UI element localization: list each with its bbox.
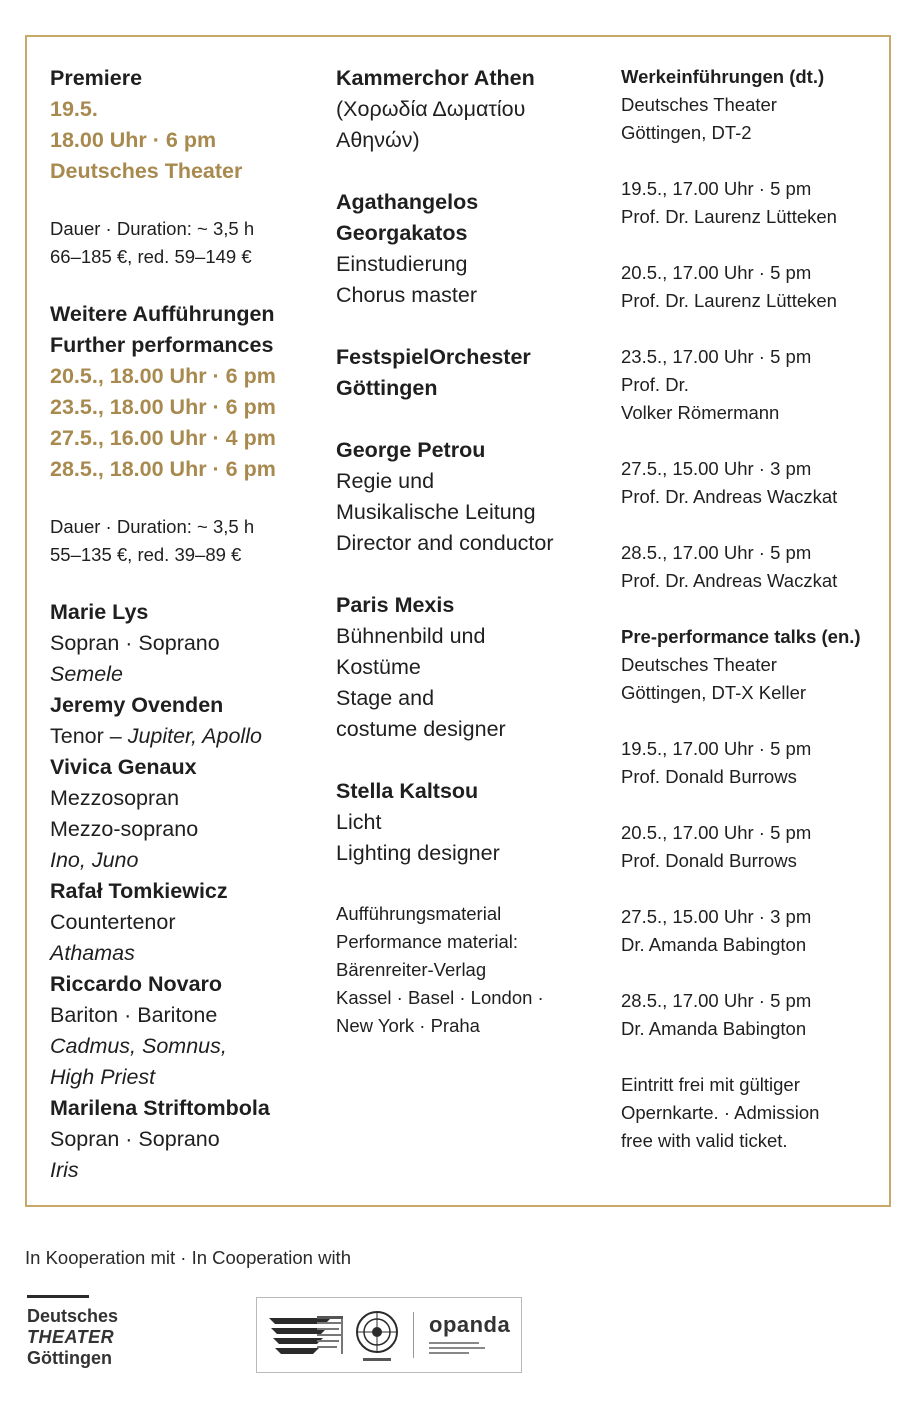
column-performances: [50, 63, 328, 1186]
intro-speaker: Prof. Dr. Andreas Waczkat: [621, 486, 838, 507]
chorus-master-role: Chorus master: [336, 283, 477, 307]
designer-role: Stage and: [336, 686, 435, 710]
logo-text: Deutsches: [27, 1306, 119, 1326]
cast-name: Riccardo Novaro: [50, 972, 223, 996]
cast-voice: Countertenor: [50, 910, 176, 934]
cast-name: Vivica Genaux: [50, 755, 197, 779]
orchestra-name: Göttingen: [336, 376, 438, 400]
lighting-role: Licht: [336, 810, 382, 834]
intro-speaker: Prof. Dr.: [621, 374, 689, 395]
admission-note: Opernkarte. · Admission: [621, 1102, 820, 1123]
chorus-master-role: Einstudierung: [336, 252, 468, 276]
cast-role: Iris: [50, 1158, 79, 1182]
cast-voice: Tenor –: [50, 724, 128, 748]
admission-note: Eintritt frei mit gültiger: [621, 1074, 800, 1095]
partner-logos: [256, 1297, 522, 1373]
talks-venue: Deutsches Theater: [621, 654, 777, 675]
intro-venue: Göttingen, DT-2: [621, 122, 752, 143]
intro-time: 23.5., 17.00 Uhr · 5 pm: [621, 346, 812, 367]
cooperation-label: In Kooperation mit · In Cooperation with: [25, 1247, 351, 1268]
opanda-logo-text: opanda: [429, 1312, 511, 1337]
olympia-city-music-theatre-logo: [269, 1316, 343, 1354]
material-line: Performance material:: [336, 931, 518, 952]
talk-speaker: Dr. Amanda Babington: [621, 934, 807, 955]
chorus-master-name: Agathangelos: [336, 190, 479, 214]
choir-name: Kammerchor Athen: [336, 66, 535, 90]
designer-role: Bühnenbild und: [336, 624, 486, 648]
premiere-time: 18.00 Uhr · 6 pm: [50, 128, 217, 152]
designer-role: costume designer: [336, 717, 506, 741]
choir-greek: Αθηνών): [336, 128, 420, 152]
further-performances-en: Further performances: [50, 333, 274, 357]
prices-premiere: 66–185 €, red. 59–149 €: [50, 246, 252, 267]
chorus-master-name: Georgakatos: [336, 221, 468, 245]
cast-name: Marie Lys: [50, 600, 149, 624]
premiere-date: 19.5.: [50, 97, 98, 121]
talk-time: 27.5., 15.00 Uhr · 3 pm: [621, 906, 812, 927]
talks-title: Pre-performance talks (en.): [621, 626, 861, 647]
material-line: Kassel · Basel · London ·: [336, 987, 544, 1008]
column-talks: [621, 63, 891, 1155]
cast-role: Semele: [50, 662, 123, 686]
logo-text: Göttingen: [27, 1348, 112, 1368]
designer-role: Kostüme: [336, 655, 421, 679]
premiere-venue: Deutsches Theater: [50, 159, 243, 183]
cast-role: Ino, Juno: [50, 848, 139, 872]
logo-rule: [27, 1295, 89, 1298]
orchestra-name: FestspielOrchester: [336, 345, 531, 369]
further-performances-de: Weitere Aufführungen: [50, 302, 275, 326]
talk-time: 19.5., 17.00 Uhr · 5 pm: [621, 738, 812, 759]
cast-voice: Mezzo-soprano: [50, 817, 199, 841]
lighting-name: Stella Kaltsou: [336, 779, 479, 803]
duration-further: Dauer · Duration: ~ 3,5 h: [50, 516, 255, 537]
talk-time: 28.5., 17.00 Uhr · 5 pm: [621, 990, 812, 1011]
cast-name: Rafał Tomkiewicz: [50, 879, 228, 903]
admission-note: free with valid ticket.: [621, 1130, 788, 1151]
intro-speaker: Prof. Dr. Laurenz Lütteken: [621, 206, 837, 227]
material-line: New York · Praha: [336, 1015, 480, 1036]
director-role: Director and conductor: [336, 531, 554, 555]
deutsches-theater-logo: [27, 1295, 137, 1369]
city-of-athens-seal: [357, 1312, 397, 1361]
intro-title: Werkeinführungen (dt.): [621, 66, 825, 87]
cast-role: Jupiter, Apollo: [127, 724, 262, 748]
opanda-logo-lines: [429, 1342, 485, 1354]
talk-speaker: Prof. Donald Burrows: [621, 766, 797, 787]
cast-voice-line: [50, 721, 328, 752]
talk-speaker: Prof. Donald Burrows: [621, 850, 797, 871]
intro-time: 19.5., 17.00 Uhr · 5 pm: [621, 178, 812, 199]
choir-greek: (Χορωδία Δωματίου: [336, 97, 526, 121]
intro-time: 27.5., 15.00 Uhr · 3 pm: [621, 458, 812, 479]
intro-time: 28.5., 17.00 Uhr · 5 pm: [621, 542, 812, 563]
talk-speaker: Dr. Amanda Babington: [621, 1018, 807, 1039]
intro-speaker: Volker Römermann: [621, 402, 780, 423]
premiere-label: Premiere: [50, 66, 143, 90]
intro-venue: Deutsches Theater: [621, 94, 777, 115]
cast-voice: Mezzosopran: [50, 786, 180, 810]
material-line: Bärenreiter-Verlag: [336, 959, 487, 980]
cast-voice: Sopran · Soprano: [50, 1127, 220, 1151]
director-role: Regie und: [336, 469, 435, 493]
duration-premiere: Dauer · Duration: ~ 3,5 h: [50, 218, 255, 239]
logo-text: THEATER: [27, 1327, 115, 1347]
intro-time: 20.5., 17.00 Uhr · 5 pm: [621, 262, 812, 283]
cast-name: Jeremy Ovenden: [50, 693, 224, 717]
designer-name: Paris Mexis: [336, 593, 455, 617]
column-ensemble: [336, 63, 612, 1040]
cast-role: Athamas: [50, 941, 135, 965]
cast-voice: Bariton · Baritone: [50, 1003, 218, 1027]
intro-speaker: Prof. Dr. Andreas Waczkat: [621, 570, 838, 591]
performance-date: 23.5., 18.00 Uhr · 6 pm: [50, 395, 276, 419]
performance-date: 27.5., 16.00 Uhr · 4 pm: [50, 426, 276, 450]
cast-voice: Sopran · Soprano: [50, 631, 220, 655]
prices-further: 55–135 €, red. 39–89 €: [50, 544, 242, 565]
director-role: Musikalische Leitung: [336, 500, 536, 524]
cast-role: High Priest: [50, 1065, 156, 1089]
cast-name: Marilena Striftombola: [50, 1096, 270, 1120]
talks-venue: Göttingen, DT-X Keller: [621, 682, 807, 703]
cast-role: Cadmus, Somnus,: [50, 1034, 227, 1058]
director-name: George Petrou: [336, 438, 486, 462]
lighting-role: Lighting designer: [336, 841, 500, 865]
performance-date: 28.5., 18.00 Uhr · 6 pm: [50, 457, 276, 481]
material-line: Aufführungsmaterial: [336, 903, 502, 924]
performance-date: 20.5., 18.00 Uhr · 6 pm: [50, 364, 276, 388]
talk-time: 20.5., 17.00 Uhr · 5 pm: [621, 822, 812, 843]
intro-speaker: Prof. Dr. Laurenz Lütteken: [621, 290, 837, 311]
